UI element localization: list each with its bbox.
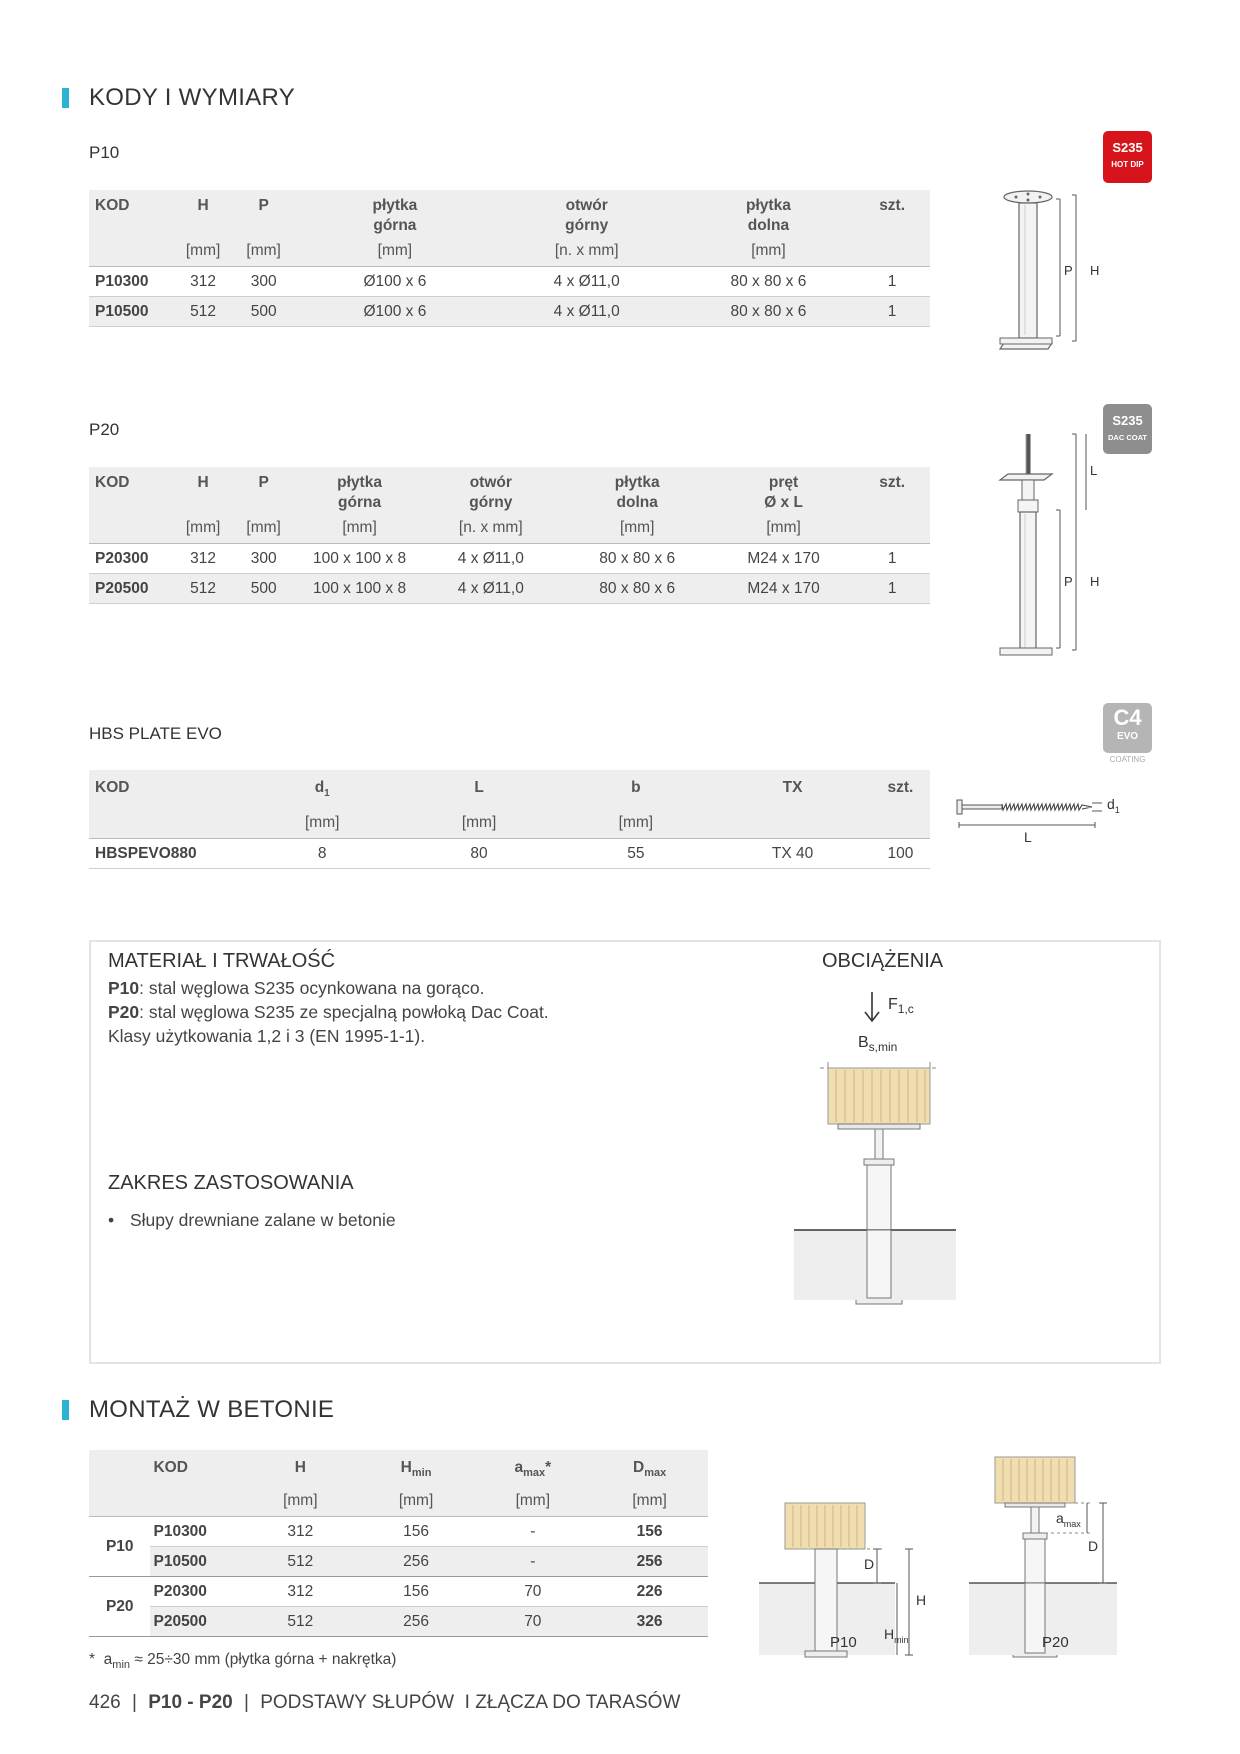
cell-plate-top: Ø100 x 6 (299, 267, 491, 297)
p20-drawing (990, 432, 1100, 662)
col-plate-top (299, 467, 420, 513)
col-plate-bot (561, 467, 712, 513)
cell-dmax: 256 (591, 1547, 708, 1577)
group-p10: P10 (89, 1517, 150, 1577)
hbs-title: HBS PLATE EVO (89, 724, 222, 743)
dim-h-label: H (1090, 574, 1100, 589)
force-sub: 1,c (897, 1002, 914, 1017)
cell-h: 312 (243, 1517, 358, 1547)
fig-d-label: D (864, 1556, 875, 1572)
cell-plate-bot: 80 x 80 x 6 (683, 297, 855, 327)
unit-b: [mm] (557, 808, 714, 839)
section-marker (62, 88, 69, 108)
cell-plate-top: 100 x 100 x 8 (299, 544, 420, 574)
material-line1-text: : stal węglowa S235 ocynkowana na gorąco. (139, 978, 485, 998)
unit-plate-bot: [mm] (561, 513, 712, 544)
col-qty: szt. (854, 467, 930, 513)
cell-qty: 1 (854, 297, 930, 327)
dmax-text: D (632, 1459, 645, 1476)
plate-top-l2: górna (373, 217, 417, 234)
col-h: H (243, 1450, 358, 1486)
cell-qty: 1 (854, 574, 930, 604)
width-label (858, 1034, 897, 1054)
plate-bot-l1: płytka (746, 197, 791, 214)
cell-kod: P10500 (89, 297, 178, 327)
plate-bot-l2: dolna (747, 217, 790, 234)
cell-rod: M24 x 170 (713, 574, 854, 604)
cell-h: 312 (178, 267, 228, 297)
scope-list-item (108, 1208, 396, 1232)
cell-qty: 1 (854, 544, 930, 574)
p10-title: P10 (89, 143, 120, 162)
cell-hmin: 156 (358, 1577, 475, 1607)
cell-kod: P20500 (150, 1607, 242, 1637)
footnote (89, 1651, 396, 1671)
dim-p-label: P (1064, 574, 1073, 589)
cell-amax: - (474, 1547, 591, 1577)
cell-hmin: 256 (358, 1607, 475, 1637)
cell-amax: - (474, 1517, 591, 1547)
d1-sub: 1 (324, 788, 330, 800)
cell-plate-top: Ø100 x 6 (299, 297, 491, 327)
footnote-sub: min (112, 1659, 131, 1672)
badge-top-text: S235 (1112, 140, 1143, 155)
col-plate-bot (683, 190, 855, 236)
hmin-sub: min (411, 1467, 432, 1480)
cell-h: 312 (243, 1577, 358, 1607)
footer-sep: | (243, 1692, 249, 1713)
hole-l2: górny (565, 217, 609, 234)
col-kod: KOD (89, 770, 244, 808)
cell-qty: 1 (854, 267, 930, 297)
cell-h: 512 (243, 1607, 358, 1637)
screw-dim-l: L (1024, 829, 1032, 845)
scope-title: ZAKRES ZASTOSOWANIA (108, 1172, 354, 1194)
cell-h: 512 (243, 1547, 358, 1577)
col-h: H (178, 190, 228, 236)
badge-s235-dac-coat (1103, 404, 1152, 454)
cell-kod: P20500 (89, 574, 178, 604)
badge-mid-text: EVO (1116, 731, 1139, 742)
width-text: B (858, 1034, 869, 1051)
bullet: • (108, 1210, 115, 1230)
fig-h-label: H (916, 1592, 927, 1608)
material-text (108, 976, 728, 1048)
plate-bot-l1: płytka (614, 474, 660, 491)
cell-dmax: 156 (591, 1517, 708, 1547)
col-rod (713, 467, 854, 513)
group-p20: P20 (89, 1577, 150, 1637)
badge-coating-text: COATING (1109, 755, 1146, 764)
hole-l1: otwór (469, 474, 512, 491)
col-tx: TX (714, 770, 870, 808)
cell-hmin: 256 (358, 1547, 475, 1577)
table-row (89, 839, 930, 869)
screw-d-text: d (1107, 796, 1115, 812)
plate-top-l1: płytka (337, 474, 382, 491)
unit-l: [mm] (401, 808, 558, 839)
cell-hole: 4 x Ø11,0 (420, 544, 561, 574)
col-hmin (358, 1450, 475, 1486)
cell-d1: 8 (244, 839, 401, 869)
cell-dmax: 326 (591, 1607, 708, 1637)
table-row (89, 297, 930, 327)
cell-h: 512 (178, 574, 228, 604)
table-row (89, 544, 930, 574)
cell-kod: P10500 (150, 1547, 242, 1577)
col-p: P (228, 190, 299, 236)
cell-hole: 4 x Ø11,0 (491, 297, 683, 327)
page-footer (89, 1692, 680, 1714)
cell-l: 80 (401, 839, 558, 869)
section-title-codes: KODY I WYMIARY (89, 84, 296, 111)
col-qty: szt. (854, 190, 930, 236)
badge-top-text: S235 (1112, 413, 1143, 428)
cell-plate-top: 100 x 100 x 8 (299, 574, 420, 604)
unit-amax: [mm] (474, 1486, 591, 1517)
unit-hole: [n. x mm] (420, 513, 561, 544)
cell-hole: 4 x Ø11,0 (491, 267, 683, 297)
mount-drawing (755, 1455, 1125, 1675)
loads-title: OBCIĄŻENIA (822, 950, 944, 972)
cell-tx: TX 40 (714, 839, 870, 869)
unit-plate-top: [mm] (299, 236, 491, 267)
page-number: 426 (89, 1692, 121, 1713)
force-text: F (888, 996, 898, 1013)
unit-h: [mm] (243, 1486, 358, 1517)
material-line1-bold: P10 (108, 978, 140, 998)
plate-top-l2: górna (338, 494, 382, 511)
section-title-mount: MONTAŻ W BETONIE (89, 1396, 335, 1423)
fig-hmin-sub: min (894, 1634, 909, 1645)
col-b: b (557, 770, 714, 808)
col-hole (420, 467, 561, 513)
cell-kod: HBSPEVO880 (89, 839, 244, 869)
amax-star: * (545, 1459, 552, 1476)
amax-text: a (514, 1459, 524, 1476)
col-l: L (401, 770, 558, 808)
col-hole (491, 190, 683, 236)
cell-rod: M24 x 170 (713, 544, 854, 574)
material-line1 (108, 976, 728, 1000)
unit-dmax: [mm] (591, 1486, 708, 1517)
unit-hmin: [mm] (358, 1486, 475, 1517)
fig-hmin-label (884, 1626, 909, 1645)
unit-h: [mm] (178, 513, 228, 544)
col-dmax (591, 1450, 708, 1486)
d1-text: d (314, 779, 325, 796)
dmax-sub: max (644, 1467, 667, 1480)
col-group (89, 1450, 150, 1486)
force-label (888, 996, 914, 1016)
section-marker (62, 1400, 69, 1420)
badge-s235-hot-dip (1103, 131, 1152, 183)
unit-p: [mm] (228, 236, 299, 267)
col-kod: KOD (89, 467, 178, 513)
unit-plate-top: [mm] (299, 513, 420, 544)
cell-amax: 70 (474, 1607, 591, 1637)
table-row (89, 1577, 708, 1607)
footer-product: P10 - P20 (148, 1692, 233, 1713)
table-row (89, 1517, 708, 1547)
cell-h: 512 (178, 297, 228, 327)
hmin-text: H (400, 1459, 412, 1476)
table-row (89, 1547, 708, 1577)
rod-l1: pręt (768, 474, 799, 491)
footer-sep: | (131, 1692, 137, 1713)
cell-plate-bot: 80 x 80 x 6 (683, 267, 855, 297)
fig-amax-sub: max (1063, 1518, 1081, 1529)
cell-b: 55 (557, 839, 714, 869)
fig-p20-label: P20 (1042, 1634, 1069, 1651)
footnote-star: * (89, 1651, 96, 1668)
material-line2-bold: P20 (108, 1002, 140, 1022)
col-h: H (178, 467, 228, 513)
fig-p10-label: P10 (830, 1634, 857, 1651)
unit-rod: [mm] (713, 513, 854, 544)
col-qty: szt. (871, 770, 930, 808)
badge-c4-evo (1103, 703, 1152, 753)
footnote-text: ≈ 25÷30 mm (płytka górna + nakrętka) (134, 1651, 397, 1668)
cell-plate-bot: 80 x 80 x 6 (561, 544, 712, 574)
screw-dim-d (1107, 796, 1120, 815)
cell-hmin: 156 (358, 1517, 475, 1547)
footnote-a: a (103, 1651, 113, 1668)
material-line2-text: : stal węglowa S235 ze specjalną powłoką Dac Coat. (139, 1002, 549, 1022)
hole-l1: otwór (565, 197, 608, 214)
badge-bottom-text: DAC COAT (1107, 433, 1148, 442)
fig-d2-label: D (1088, 1538, 1099, 1554)
cell-h: 312 (178, 544, 228, 574)
cell-kod: P20300 (89, 544, 178, 574)
plate-bot-l2: dolna (616, 494, 658, 511)
cell-dmax: 226 (591, 1577, 708, 1607)
p20-table (89, 467, 930, 604)
cell-p: 300 (228, 544, 299, 574)
screw-d-sub: 1 (1114, 804, 1120, 815)
rod-l2: Ø x L (764, 494, 803, 511)
unit-plate-bot: [mm] (683, 236, 855, 267)
cell-kod: P10300 (150, 1517, 242, 1547)
cell-plate-bot: 80 x 80 x 6 (561, 574, 712, 604)
cell-p: 500 (228, 297, 299, 327)
mount-table (89, 1450, 708, 1637)
cell-p: 500 (228, 574, 299, 604)
fig-amax-text: a (1056, 1510, 1064, 1526)
scope-item-text: Słupy drewniane zalane w betonie (130, 1210, 396, 1230)
table-row (89, 1607, 708, 1637)
col-plate-top (299, 190, 491, 236)
table-row (89, 267, 930, 297)
unit-p: [mm] (228, 513, 299, 544)
material-line3: Klasy użytkowania 1,2 i 3 (EN 1995-1-1). (108, 1026, 426, 1046)
fig-hmin-text: H (884, 1626, 895, 1642)
fig-amax-label (1056, 1510, 1081, 1529)
cell-amax: 70 (474, 1577, 591, 1607)
badge-bottom-text: HOT DIP (1111, 160, 1144, 169)
col-p: P (228, 467, 299, 513)
p10-table (89, 190, 930, 327)
material-line2 (108, 1000, 728, 1024)
dim-h-label: H (1090, 263, 1100, 278)
cell-p: 300 (228, 267, 299, 297)
table-row (89, 574, 930, 604)
col-amax (474, 1450, 591, 1486)
footer-chapter: PODSTAWY SŁUPÓW I ZŁĄCZA DO TARASÓW (260, 1692, 681, 1713)
unit-d1: [mm] (244, 808, 401, 839)
amax-sub: max (523, 1467, 546, 1480)
col-kod: KOD (89, 190, 178, 236)
material-title: MATERIAŁ I TRWAŁOŚĆ (108, 950, 336, 972)
cell-qty: 100 (871, 839, 930, 869)
badge-top-text: C4 (1113, 705, 1142, 730)
cell-hole: 4 x Ø11,0 (420, 574, 561, 604)
p10-drawing (990, 185, 1100, 355)
dim-p-label: P (1064, 263, 1073, 278)
plate-top-l1: płytka (372, 197, 418, 214)
cell-kod: P10300 (89, 267, 178, 297)
screw-drawing (955, 795, 1125, 835)
hbs-table (89, 770, 930, 869)
unit-hole: [n. x mm] (491, 236, 683, 267)
width-sub: s,min (868, 1040, 898, 1055)
unit-h: [mm] (178, 236, 228, 267)
cell-kod: P20300 (150, 1577, 242, 1607)
hole-l2: górny (469, 494, 513, 511)
p20-title: P20 (89, 420, 120, 439)
col-d1 (244, 770, 401, 808)
col-kod: KOD (150, 1450, 242, 1486)
dim-l-label: L (1090, 463, 1098, 478)
